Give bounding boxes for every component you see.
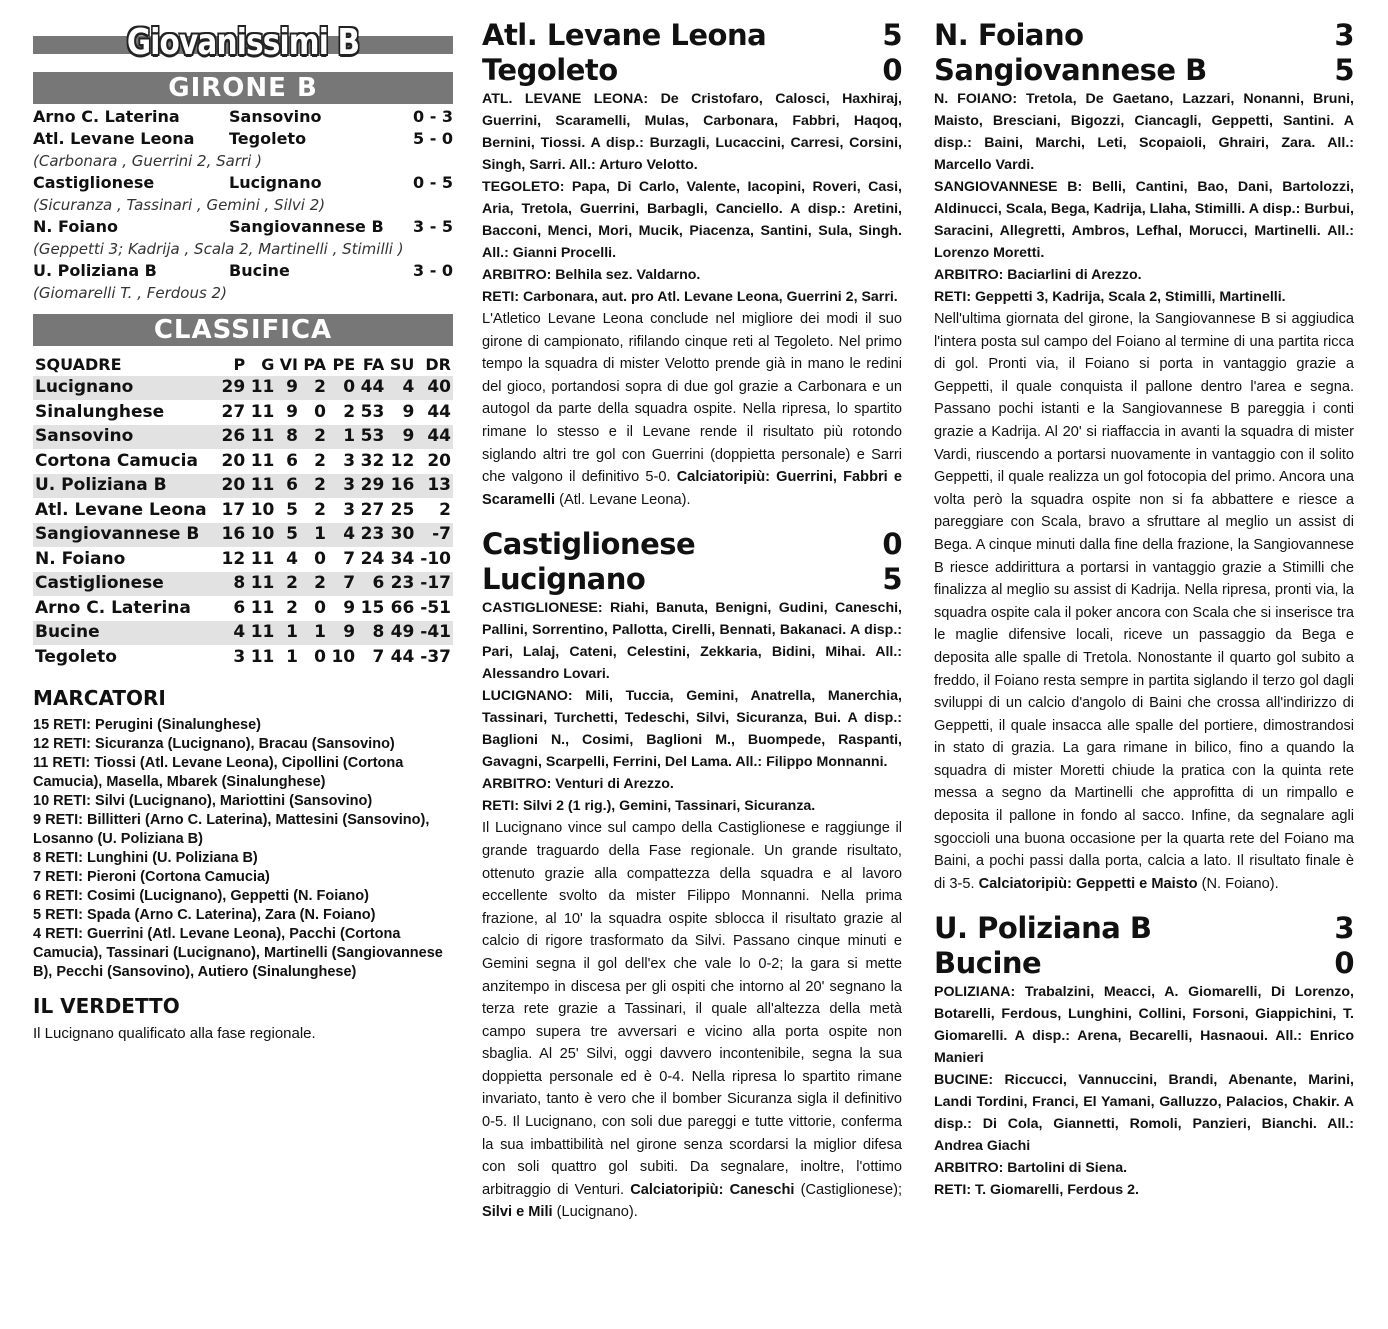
stat-cell: 23 <box>357 523 386 548</box>
away-team: Tegoleto <box>229 129 307 148</box>
away-team: Sangiovannese B <box>229 217 384 236</box>
stat-cell: 11 <box>247 621 276 646</box>
stat-cell: 27 <box>357 498 386 523</box>
referee: ARBITRO: Venturi di Arezzo. <box>482 776 674 793</box>
away-lineup: BUCINE: Riccucci, Vannuccini, Brandi, Abenante, Marini, Landi Tordini, Franci, El Yamani, Galluzzo, Palacios, Chakir. A disp.: Di Cola, Giannetti, Romoli, Panzieri, Bianchi. All.: Andrea Giachi <box>934 1072 1354 1155</box>
calciatoripiu-label: Calciatoripiù: <box>978 875 1072 892</box>
stat-cell: 1 <box>328 425 357 450</box>
stat-cell: 44 <box>416 400 453 425</box>
referee: ARBITRO: Belhila sez. Valdarno. <box>482 267 701 283</box>
stat-cell: 11 <box>247 547 276 572</box>
stat-cell: 1 <box>300 621 328 646</box>
home-team: Castiglionese <box>33 173 155 192</box>
stat-cell: 8 <box>357 621 386 646</box>
match-lineups <box>482 88 902 308</box>
calciatoripiu-names: Caneschi <box>729 1181 795 1198</box>
stat-cell: 3 <box>328 449 357 474</box>
col-header: PA <box>303 354 326 374</box>
col-header: G <box>261 354 275 374</box>
team-name: Tegoleto <box>33 645 218 670</box>
score: 0 - 3 <box>413 107 454 126</box>
standings-row <box>33 645 453 670</box>
team-score: 5 <box>882 18 902 52</box>
stat-cell: 11 <box>247 400 276 425</box>
team-name: Tegoleto <box>482 53 618 87</box>
away-lineup: SANGIOVANNESE B: Belli, Cantini, Bao, Dani, Bartolozzi, Aldinucci, Scala, Bega, Kadrija, Llaha, Stimilli. A disp.: Burbui, Saracini, Allegretti, Ambros, Lefhal, Morucci, Martinelli. All.: Lorenzo Moretti. <box>934 179 1354 261</box>
stat-cell: 44 <box>357 376 386 400</box>
match-report <box>482 817 902 1224</box>
col-header: P <box>233 354 246 374</box>
away-team: Lucignano <box>229 173 322 192</box>
score: 3 - 5 <box>413 217 454 236</box>
away-lineup: LUCIGNANO: Mili, Tuccia, Gemini, Anatrella, Manerchia, Tassinari, Turchetti, Tedeschi, Silvi, Sicuranza, Bui. A disp.: Baglioni N., Cosimi, Baglioni M., Buompede, Raspanti, Gavagni, Scarpelli, Ferrini, Del Lama. All.: Filippo Monnanni. <box>482 688 902 771</box>
stat-cell: 20 <box>416 449 453 474</box>
calciatoripiu-team: (Atl. Levane Leona). <box>559 491 691 508</box>
standings-row <box>33 376 453 400</box>
team-score: 3 <box>1334 18 1354 52</box>
referee: ARBITRO: Baciarlini di Arezzo. <box>934 267 1142 283</box>
team-score: 0 <box>882 53 902 87</box>
calciatoripiu-label: Calciatoripiù: <box>676 469 770 486</box>
stat-cell: 53 <box>357 400 386 425</box>
stat-cell: 16 <box>386 474 416 499</box>
team-name: Atl. Levane Leona <box>482 18 767 52</box>
stat-cell: -51 <box>416 596 453 621</box>
match-header-away <box>934 946 1354 981</box>
match-header-home <box>934 18 1354 53</box>
team-score: 5 <box>882 562 902 597</box>
standings-row <box>33 425 453 450</box>
calciatoripiu-names: Guerrini, Fabbri e Scaramelli <box>482 469 902 508</box>
stat-cell: 6 <box>276 474 300 499</box>
stat-cell: 4 <box>276 547 300 572</box>
standings-row <box>33 523 453 548</box>
stat-cell: 11 <box>247 449 276 474</box>
goals: RETI: Geppetti 3, Kadrija, Scala 2, Stimilli, Martinelli. <box>934 289 1286 305</box>
score: 0 - 5 <box>413 173 454 192</box>
stat-cell: 13 <box>416 474 453 499</box>
stat-cell: 9 <box>276 400 300 425</box>
team-score: 0 <box>882 527 902 562</box>
match-report <box>482 308 902 511</box>
scorers-line: (Geppetti 3; Kadrija , Scala 2, Martinelli , Stimilli ) <box>33 240 404 258</box>
result-row <box>33 260 453 282</box>
report-text: Il Lucignano vince sul campo della Castiglionese e raggiunge il grande traguardo della Fase regionale. Un grande risultato, ottenuto grazie alla compattezza della squadra e al lavoro eccellente svolto da mister Filippo Monnanni. Nella prima frazione, al 10' la squadra ospite sblocca il risultato grazie al calcio di rigore trasformato da Silvi. Passano cinque minuti e Gemini segna il gol dell'ex che vale lo 0-2; la gara si mette anzitempo in discesa per gli ospiti che intorno al 20' segnano la terza rete grazie a Tassinari, il quale all'altezza della metà campo supera tre avversari e vicino alla porta ospite non sbaglia. Al 25' Silvi, oggi davvero incontenibile, segna la sua doppietta personale ed è 0-4. Nella ripresa lo spartito rimane invariato, tanto è vero che il bomber Sicuranza sigla il definitivo 0-5. Il Lucignano, con soli due pareggi e tutte vittorie, conferma la sua imbattibilità nel girone senza scordarsi la miglior difesa con soli quattro gol subiti. Da segnalare, inoltre, l'ottimo arbitraggio di Venturi. <box>482 820 902 1198</box>
standings-row <box>33 498 453 523</box>
team-name: U. Poliziana B <box>934 911 1152 946</box>
stat-cell: -37 <box>416 645 453 670</box>
marcatori-line: 6 RETI: Cosimi (Lucignano), Geppetti (N. Foiano) <box>33 888 369 904</box>
team-name: Arno C. Laterina <box>33 596 218 621</box>
home-lineup: N. FOIANO: Tretola, De Gaetano, Lazzari, Nonanni, Bruni, Maisto, Bresciani, Bigozzi, Ciancagli, Geppetti, Santini. A disp.: Baini, Marchi, Leti, Scopaioli, Ghrairi, Zara. All.: Marcello Vardi. <box>934 91 1354 173</box>
away-team: Bucine <box>229 261 290 280</box>
report-text: L'Atletico Levane Leona conclude nel migliore dei modi il suo girone di campionato, rifilando cinque reti al Tegoleto. Nel primo tempo la squadra di mister Velotto prende già in mano le redini del gioco, portandosi sopra di due gol grazie a Carbonara e un autogol da parte della squadra ospite. Nella ripresa, lo spartito rimane lo stesso e il Levane rende il risultato più rotondo siglando altri tre gol con Guerrini (doppietta personale) e Sarri che valgono il definitivo 5-0. <box>482 311 902 486</box>
middle-column <box>482 18 902 1224</box>
match-header-away <box>482 562 902 597</box>
stat-cell: -17 <box>416 572 453 597</box>
stat-cell: 3 <box>328 474 357 499</box>
stat-cell: 4 <box>386 376 416 400</box>
stat-cell: 6 <box>357 572 386 597</box>
stat-cell: 66 <box>386 596 416 621</box>
team-name: N. Foiano <box>33 547 218 572</box>
stat-cell: 24 <box>357 547 386 572</box>
col-header: FA <box>362 354 385 374</box>
stat-cell: 27 <box>218 400 247 425</box>
stat-cell: 2 <box>300 498 328 523</box>
stat-cell: 9 <box>276 376 300 400</box>
standings-header-row <box>33 352 453 376</box>
stat-cell: 7 <box>328 572 357 597</box>
marcatori-line: 15 RETI: Perugini (Sinalunghese) <box>33 717 262 733</box>
team-name: Sangiovannese B <box>934 53 1207 87</box>
standings-row <box>33 449 453 474</box>
stat-cell: 11 <box>247 572 276 597</box>
stat-cell: 2 <box>276 572 300 597</box>
col-header: SU <box>389 354 415 374</box>
home-lineup: ATL. LEVANE LEONA: De Cristofaro, Calosci, Haxhiraj, Guerrini, Scaramelli, Mulas, Carbonara, Fabbri, Haqoq, Bernini, Tiossi. A disp.: Burzagli, Lucaccini, Carresi, Corsini, Singh, Sarri. All.: Arturo Velotto. <box>482 91 902 173</box>
calciatoripiu-team: (Lucignano). <box>556 1204 638 1221</box>
marcatori-line: 5 RETI: Spada (Arno C. Laterina), Zara (N. Foiano) <box>33 907 376 923</box>
referee: ARBITRO: Bartolini di Siena. <box>934 1160 1128 1177</box>
stat-cell: 44 <box>416 425 453 450</box>
stat-cell: 32 <box>357 449 386 474</box>
stat-cell: 4 <box>218 621 247 646</box>
result-row <box>33 216 453 238</box>
match-header-home <box>934 911 1354 946</box>
stat-cell: 17 <box>218 498 247 523</box>
stat-cell: 3 <box>328 498 357 523</box>
marcatori-list <box>33 716 453 982</box>
match-header-home <box>482 18 902 53</box>
verdetto-text <box>33 1024 453 1044</box>
stat-cell: 16 <box>218 523 247 548</box>
team-score: 3 <box>1334 911 1354 946</box>
marcatori-heading: MARCATORI <box>33 686 166 710</box>
marcatori-line: 11 RETI: Tiossi (Atl. Levane Leona), Cipollini (Cortona Camucia), Masella, Mbarek (Sinalunghese) <box>33 755 404 790</box>
stat-cell: 3 <box>218 645 247 670</box>
stat-cell: 20 <box>218 474 247 499</box>
goals: RETI: Silvi 2 (1 rig.), Gemini, Tassinari, Sicuranza. <box>482 798 816 815</box>
stat-cell: 9 <box>328 621 357 646</box>
stat-cell: 0 <box>300 400 328 425</box>
standings-row <box>33 400 453 425</box>
stat-cell: 5 <box>276 523 300 548</box>
match-report <box>934 308 1354 895</box>
home-team: Arno C. Laterina <box>33 107 180 126</box>
stat-cell: 2 <box>300 376 328 400</box>
standings-row <box>33 572 453 597</box>
results-list <box>33 106 453 304</box>
stat-cell: 1 <box>276 621 300 646</box>
team-name: Cortona Camucia <box>33 449 218 474</box>
standings-table <box>33 352 453 670</box>
stat-cell: 29 <box>218 376 247 400</box>
match-lineups <box>482 597 902 817</box>
calciatoripiu-team: (N. Foiano). <box>1201 875 1279 892</box>
marcatori-line: 12 RETI: Sicuranza (Lucignano), Bracau (Sansovino) <box>33 736 395 752</box>
stat-cell: 29 <box>357 474 386 499</box>
match-header-home <box>482 527 902 562</box>
match-lineups <box>934 88 1354 308</box>
calciatoripiu-label: Calciatoripiù: <box>630 1181 724 1198</box>
team-name: Atl. Levane Leona <box>33 498 218 523</box>
score: 5 - 0 <box>413 129 454 148</box>
stat-cell: 25 <box>386 498 416 523</box>
stat-cell: 1 <box>300 523 328 548</box>
stat-cell: 44 <box>386 645 416 670</box>
stat-cell: 6 <box>218 596 247 621</box>
match-levane <box>482 18 902 511</box>
team-name: N. Foiano <box>934 18 1084 52</box>
marcatori-line: 7 RETI: Pieroni (Cortona Camucia) <box>33 869 270 885</box>
stat-cell: 5 <box>276 498 300 523</box>
stat-cell: 2 <box>300 449 328 474</box>
stat-cell: -10 <box>416 547 453 572</box>
team-score: 0 <box>1334 946 1354 981</box>
stat-cell: 2 <box>328 400 357 425</box>
col-header: VI <box>279 354 298 374</box>
team-name: Bucine <box>33 621 218 646</box>
team-name: Bucine <box>934 946 1042 981</box>
stat-cell: 11 <box>247 645 276 670</box>
stat-cell: 9 <box>386 425 416 450</box>
verdetto-heading: IL VERDETTO <box>33 994 180 1018</box>
stat-cell: 0 <box>328 376 357 400</box>
match-foiano <box>934 18 1354 895</box>
team-score: 5 <box>1334 53 1354 87</box>
left-column <box>33 18 453 1044</box>
report-text: Nell'ultima giornata del girone, la Sangiovannese B si aggiudica l'intera posta sul campo del Foiano al termine di una partita ricca di gol. Pronti via, il Foiano si porta in vantaggio grazie a Geppetti, il quale conquista il pallone dentro l'area e segna. Passano pochi istanti e la Sangiovannese B pareggia i conti grazie a Kadrija. Al 20' si riaffaccia in avanti la squadra di mister Vardi, riuscendo a portarsi nuovamente in vantaggio con il solito Geppetti, il quale realizza un gol fotocopia del primo. Ancora una volta però la squadra ospite non si fa abbattere e riesce a pareggiare con Scala, bravo a sfruttare al meglio un assist di Bega. A cinque minuti dalla fine della frazione, la Sangiovannese B riesce addirittura a portarsi in vantaggio grazie a Stimilli che finalizza al meglio su assist di Kadrija. Nella ripresa, pronti via, la squadra ospite cala il poker ancora con Scala che si inserisce tra le maglie difensive locali, riceve un passaggio da Bega e deposita alle spalle di Tretola. Nonostante il quarto gol subito a freddo, il Foiano resta sempre in partita siglando il terzo gol dagli sviluppi di un calcio d'angolo di Baini che crossa all'indirizzo di Geppetti, il quale insacca alle spalle del portiere, dimostrandosi in stato di grazia. La gara rimane in bilico, fino a quando la squadra di mister Moretti chiude la pratica con la quinta rete messa a segno da Martinelli che approfitta di un rimpallo e deposita il pallone in fondo al sacco. Infine, da segnalare agli sgoccioli una buona occasione per la quarta rete del Foiano ma Baini, a pochi passi dalla porta, calcia a lato. Il risultato finale è di 3-5. <box>934 311 1354 892</box>
goals: RETI: Carbonara, aut. pro Atl. Levane Leona, Guerrini 2, Sarri. <box>482 289 898 305</box>
stat-cell: 4 <box>328 523 357 548</box>
home-team: U. Poliziana B <box>33 261 157 280</box>
match-header-away <box>934 53 1354 88</box>
stat-cell: 9 <box>328 596 357 621</box>
stat-cell: 34 <box>386 547 416 572</box>
goals: RETI: T. Giomarelli, Ferdous 2. <box>934 1182 1139 1199</box>
away-team: Sansovino <box>229 107 322 126</box>
home-lineup: POLIZIANA: Trabalzini, Meacci, A. Giomarelli, Di Lorenzo, Botarelli, Ferdous, Lunghini, Collini, Forsoni, Giappichini, T. Giomarelli. A disp.: Arena, Becarelli, Hasnaoui. All.: Enrico Manieri <box>934 984 1354 1067</box>
calciatoripiu-names: Silvi e Mili <box>482 1204 553 1221</box>
standings-row <box>33 621 453 646</box>
col-header: SQUADRE <box>35 354 122 374</box>
stat-cell: 12 <box>386 449 416 474</box>
stat-cell: -7 <box>416 523 453 548</box>
stat-cell: 12 <box>218 547 247 572</box>
stat-cell: 53 <box>357 425 386 450</box>
stat-cell: 11 <box>247 376 276 400</box>
score: 3 - 0 <box>413 261 454 280</box>
calciatoripiu-names: Geppetti e Maisto <box>1075 875 1198 892</box>
scorers-line: (Sicuranza , Tassinari , Gemini , Silvi 2) <box>33 196 326 214</box>
result-row <box>33 106 453 128</box>
team-name: U. Poliziana B <box>33 474 218 499</box>
stat-cell: 10 <box>328 645 357 670</box>
stat-cell: 11 <box>247 596 276 621</box>
stat-cell: -41 <box>416 621 453 646</box>
stat-cell: 2 <box>416 498 453 523</box>
standings-row <box>33 474 453 499</box>
stat-cell: 15 <box>357 596 386 621</box>
section-title-banner <box>33 18 453 66</box>
verdetto-sentence: Il Lucignano qualificato alla fase regionale. <box>33 1025 316 1042</box>
match-poliziana <box>934 911 1354 1201</box>
stat-cell: 10 <box>247 498 276 523</box>
team-name: Lucignano <box>482 562 646 597</box>
stat-cell: 7 <box>357 645 386 670</box>
team-name: Sansovino <box>33 425 218 450</box>
stat-cell: 8 <box>218 572 247 597</box>
stat-cell: 8 <box>276 425 300 450</box>
stat-cell: 0 <box>300 547 328 572</box>
marcatori-line: 4 RETI: Guerrini (Atl. Levane Leona), Pacchi (Cortona Camucia), Tassinari (Lucignano), Martinelli (Sangiovannese B), Pecchi (Sansovino), Autiero (Sinalunghese) <box>33 926 443 980</box>
calciatoripiu-team: (Castiglionese); <box>800 1181 903 1198</box>
stat-cell: 0 <box>300 596 328 621</box>
stat-cell: 1 <box>276 645 300 670</box>
stat-cell: 2 <box>300 425 328 450</box>
stat-cell: 40 <box>416 376 453 400</box>
stat-cell: 2 <box>300 572 328 597</box>
stat-cell: 26 <box>218 425 247 450</box>
team-name: Sangiovannese B <box>33 523 218 548</box>
stat-cell: 10 <box>247 523 276 548</box>
stat-cell: 7 <box>328 547 357 572</box>
stat-cell: 2 <box>276 596 300 621</box>
team-name: Sinalunghese <box>33 400 218 425</box>
stat-cell: 11 <box>247 425 276 450</box>
marcatori-line: 10 RETI: Silvi (Lucignano), Mariottini (Sansovino) <box>33 793 373 809</box>
home-lineup: CASTIGLIONESE: Riahi, Banuta, Benigni, Gudini, Caneschi, Pallini, Sorrentino, Pallotta, Cirelli, Bennati, Bakanaci. A disp.: Pari, Lalaj, Cateni, Celestini, Zekkaria, Bidini, Mihai. All.: Alessandro Lovari. <box>482 600 902 683</box>
match-header-away <box>482 53 902 88</box>
stat-cell: 49 <box>386 621 416 646</box>
right-column <box>934 18 1354 1201</box>
col-header: PE <box>332 354 356 374</box>
team-name: Castiglionese <box>482 527 696 562</box>
team-name: Lucignano <box>33 376 218 400</box>
home-team: N. Foiano <box>33 217 118 236</box>
match-lineups <box>934 981 1354 1201</box>
marcatori-line: 8 RETI: Lunghini (U. Poliziana B) <box>33 850 258 866</box>
stat-cell: 11 <box>247 474 276 499</box>
page-title: Giovanissimi B <box>126 22 360 63</box>
stat-cell: 9 <box>386 400 416 425</box>
girone-header: GIRONE B <box>33 72 453 104</box>
stat-cell: 23 <box>386 572 416 597</box>
scorers-line: (Carbonara , Guerrini 2, Sarri ) <box>33 152 262 170</box>
stat-cell: 20 <box>218 449 247 474</box>
match-castiglionese <box>482 527 902 1224</box>
standings-row <box>33 547 453 572</box>
away-lineup: TEGOLETO: Papa, Di Carlo, Valente, Iacopini, Roveri, Casi, Aria, Tretola, Guerrini, Barbagli, Canciello. A disp.: Aretini, Bacconi, Menci, Mori, Mucik, Piacenza, Santini, Sula, Singh. All.: Gianni Procelli. <box>482 179 902 261</box>
result-row <box>33 172 453 194</box>
stat-cell: 6 <box>276 449 300 474</box>
stat-cell: 0 <box>300 645 328 670</box>
standings-row <box>33 596 453 621</box>
stat-cell: 30 <box>386 523 416 548</box>
team-name: Castiglionese <box>33 572 218 597</box>
home-team: Atl. Levane Leona <box>33 129 195 148</box>
scorers-line: (Giomarelli T. , Ferdous 2) <box>33 284 227 302</box>
result-row <box>33 128 453 150</box>
classifica-header: CLASSIFICA <box>33 314 453 346</box>
marcatori-line: 9 RETI: Billitteri (Arno C. Laterina), Mattesini (Sansovino), Losanno (U. Poliziana B) <box>33 812 430 847</box>
stat-cell: 2 <box>300 474 328 499</box>
col-header: DR <box>425 354 451 374</box>
